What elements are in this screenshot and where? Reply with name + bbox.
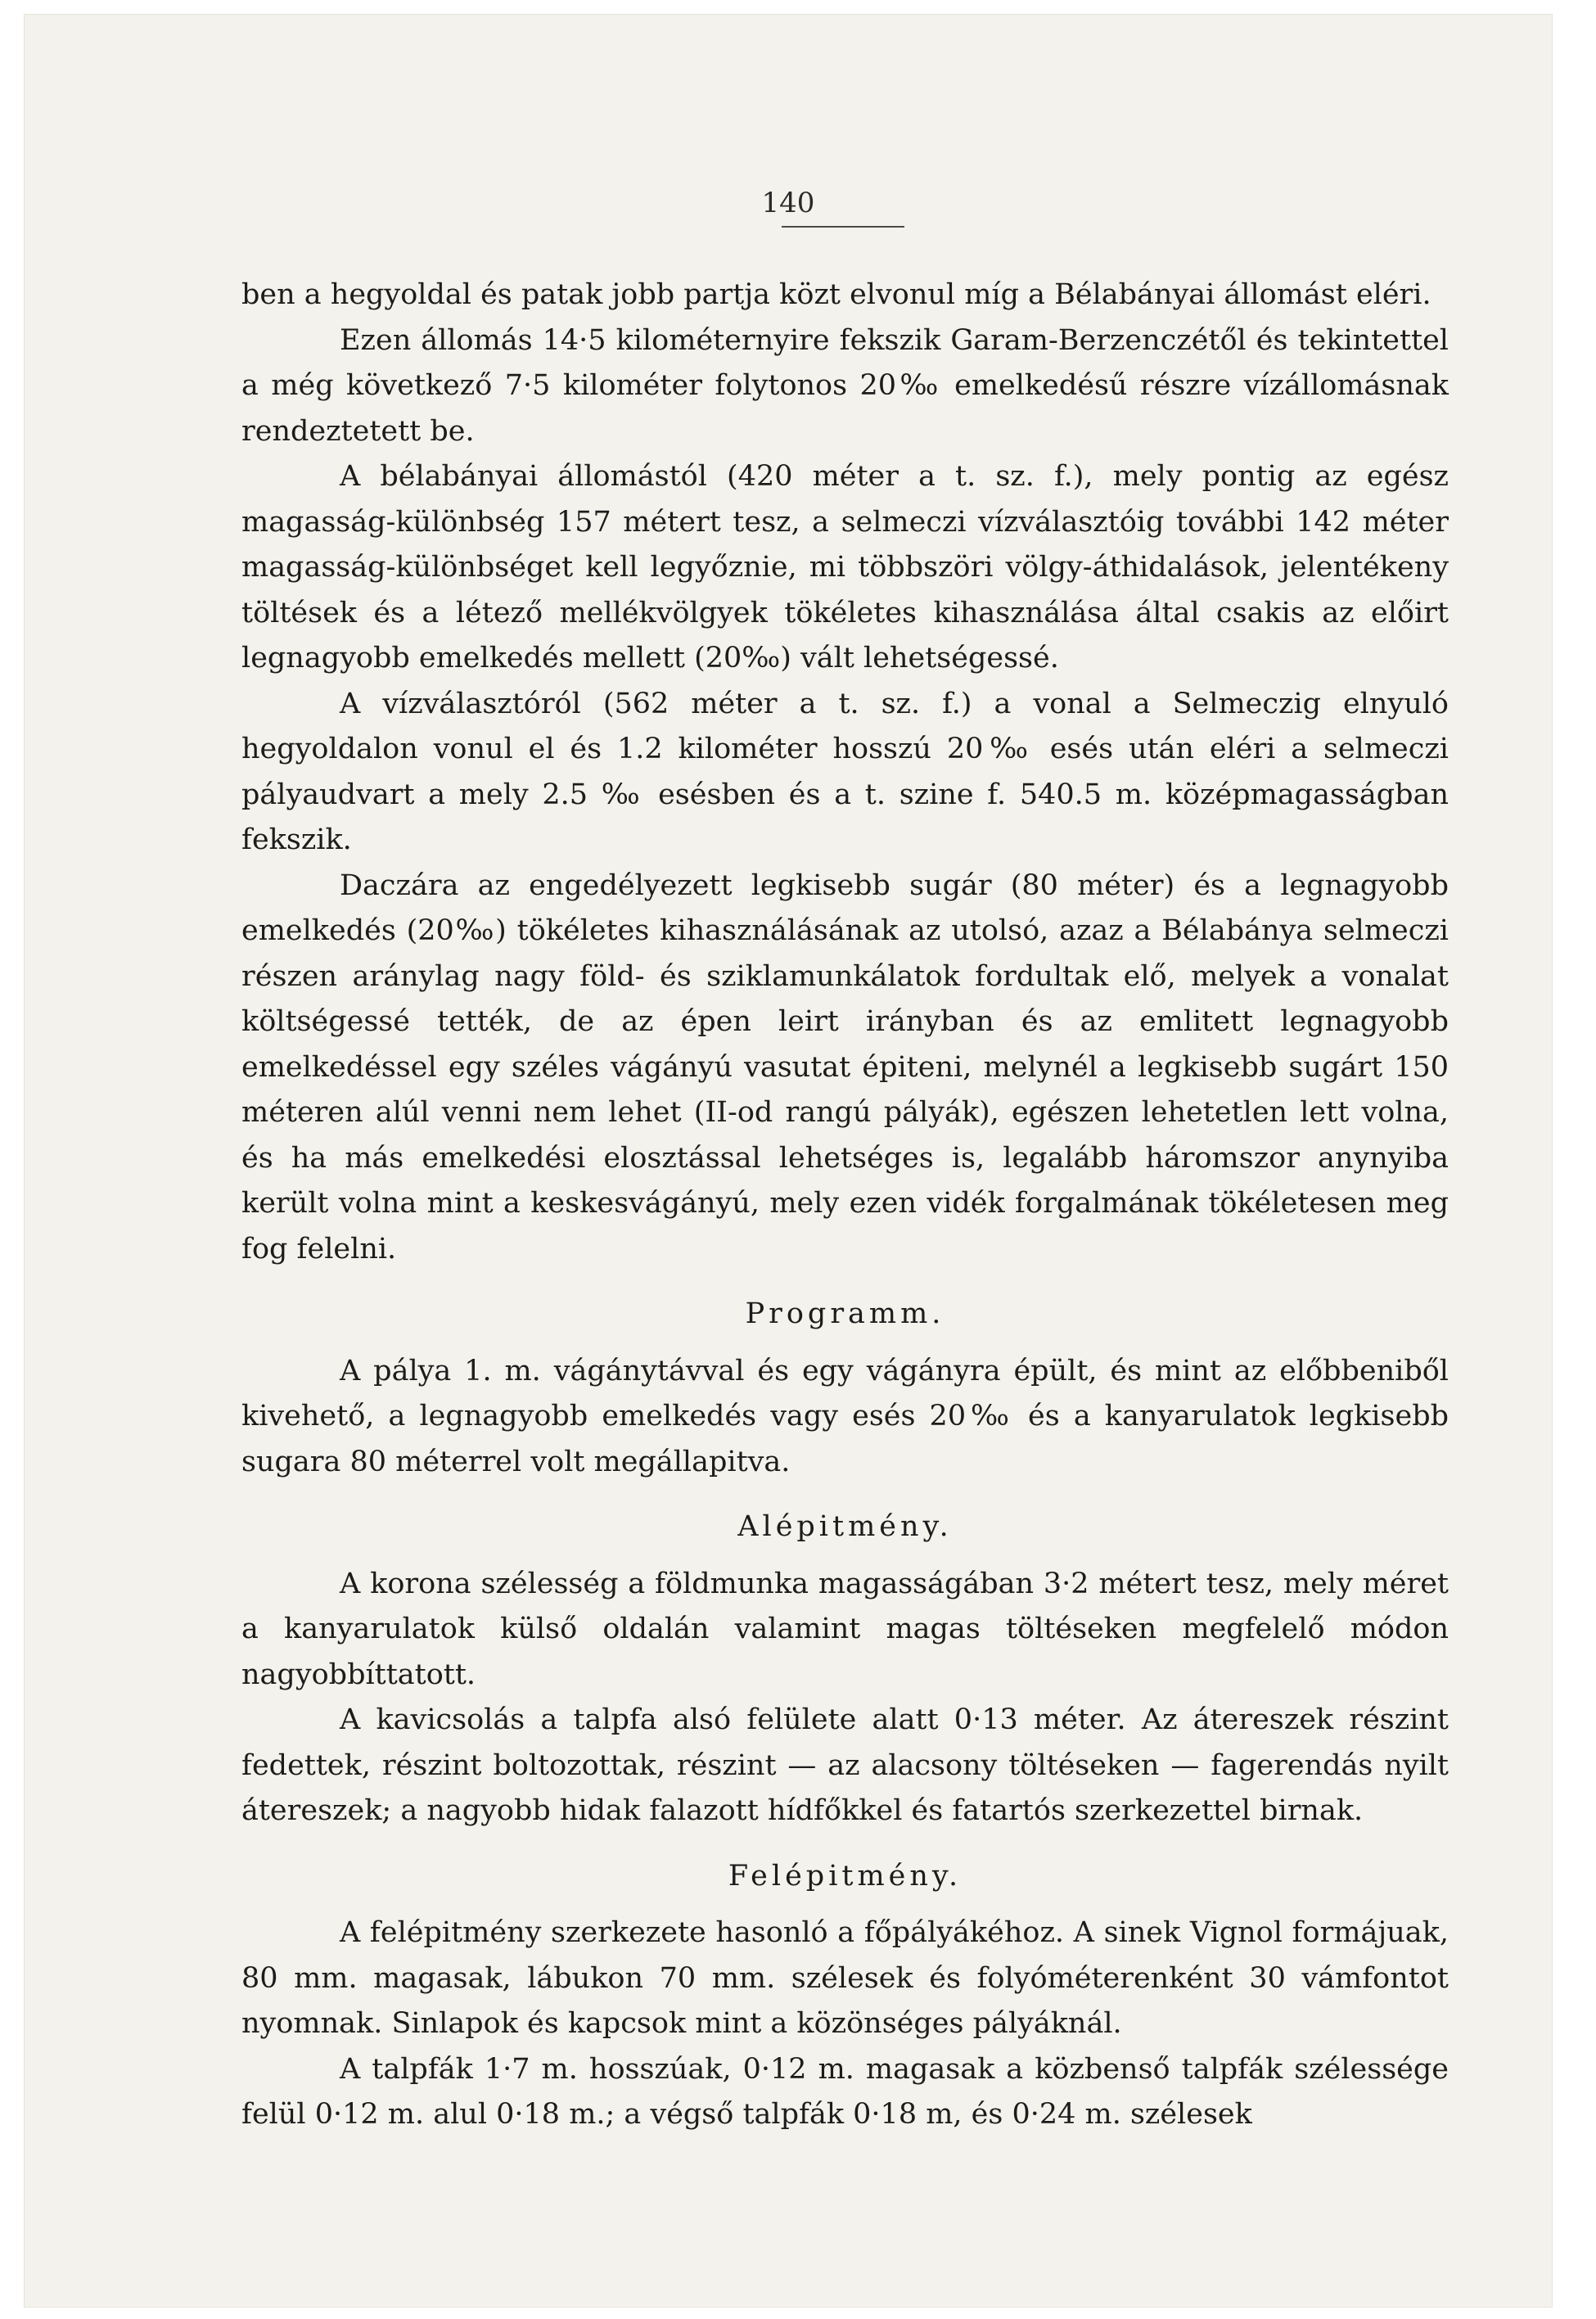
paragraph: A pálya 1. m. vágánytávval és egy vágányra épült, és mint az előbbeniből kivehető, a legnagyobb emelkedés vagy esés 20‰ és a kanyarulatok legkisebb sugara 80 méterrel volt megállapitva. (241, 1354, 1449, 1478)
paragraph: A korona szélesség a földmunka magasságában 3·2 métert tesz, mely méret a kanyarulatok külső oldalán valamint magas töltéseken megfelelő módon nagyobbíttatott. (241, 1567, 1449, 1691)
scanned-page (25, 15, 1552, 2307)
paragraph: Ezen állomás 14·5 kilométernyire fekszik Garam-Berzenczétől és tekintettel a még következő 7·5 kilométer folytonos 20‰ emelkedésű részre vízállomásnak rendeztetett be. (241, 323, 1449, 448)
section-heading-alepitmeny: Alépitmény. (737, 1510, 953, 1543)
section-heading-felepitmeny: Felépitmény. (728, 1859, 963, 1893)
paragraph: A bélabányai állomástól (420 méter a t. sz. f.), mely pontig az egész magasság-különbség 157 métert tesz, a selmeczi vízválasztóig további 142 méter magasság-különbséget kell legyőznie, mi többszöri völgy-áthidalások, jelentékeny töltések és a létező mellékvölgyek tökéletes kihasználása által csakis az előirt legnagyobb emelkedés mellett (20‰) vált lehetségessé. (241, 460, 1449, 674)
page-number: 140 (761, 187, 815, 219)
paragraph: A vízválasztóról (562 méter a t. sz. f.) a vonal a Selmeczig elnyuló hegyoldalon vonul el és 1.2 kilométer hosszú 20‰ esés után eléri a selmeczi pályaudvart a mely 2.5 ‰ esésben és a t. szine f. 540.5 m. középmagasságban fekszik. (241, 687, 1449, 856)
section-heading-programm: Programm. (745, 1297, 945, 1330)
paragraph: A kavicsolás a talpfa alsó felülete alatt 0·13 méter. Az átereszek részint fedettek, részint boltozottak, részint — az alacsony töltéseken — fagerendás nyilt átereszek; a nagyobb hidak falazott hídfőkkel és fatartós szerkezettel birnak. (241, 1703, 1449, 1827)
body-text (241, 273, 1449, 2138)
paragraph: ben a hegyoldal és patak jobb partja közt elvonul míg a Bélabányai állomást eléri. (241, 278, 1431, 311)
paragraph: A talpfák 1·7 m. hosszúak, 0·12 m. magasak a közbenső talpfák szélessége felül 0·12 m. alul 0·18 m.; a végső talpfák 0·18 m, és 0·24 m. szélesek (241, 2052, 1449, 2131)
paragraph: Daczára az engedélyezett legkisebb sugár (80 méter) és a legnagyobb emelkedés (20‰) tökéletes kihasználásának az utolsó, azaz a Bélabánya selmeczi részen aránylag nagy föld- és sziklamunkálatok fordultak elő, melyek a vonalat költségessé tették, de az épen leirt irányban és az emlitett legnagyobb emelkedéssel egy széles vágányú vasutat épiteni, melynél a legkisebb sugárt 150 méteren alúl venni nem lehet (II-od rangú pályák), egészen lehetetlen lett volna, és ha más emelkedési elosztással lehetséges is, legalább háromszor anynyiba került volna mint a keskesvágányú, mely ezen vidék forgalmának tökéletesen meg fog felelni. (241, 868, 1449, 1266)
paragraph: A felépitmény szerkezete hasonló a főpályákéhoz. A sinek Vignol formájuak, 80 mm. magasak, lábukon 70 mm. szélesek és folyóméterenként 30 vámfontot nyomnak. Sinlapok és kapcsok mint a közönséges pályáknál. (241, 1916, 1449, 2040)
page-number-rule (782, 226, 904, 228)
